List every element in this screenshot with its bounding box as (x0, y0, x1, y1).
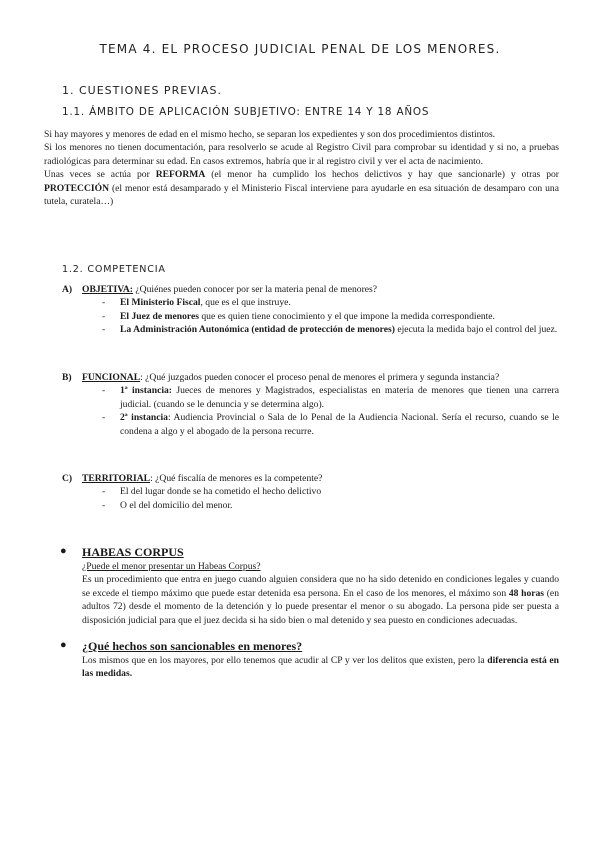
hechos-heading: ¿Qué hechos son sancionables en menores? (82, 639, 303, 653)
dash: - (102, 486, 106, 498)
dash: - (102, 385, 106, 397)
objetiva-heading: OBJETIVA: (82, 284, 134, 295)
reforma-term: REFORMA (155, 169, 206, 181)
hechos-text (82, 654, 559, 681)
proteccion-term: PROTECCIÓN (44, 182, 110, 194)
list-item-bold: El Juez de menores (120, 310, 199, 322)
section-heading-cuestiones-previas: 1. CUESTIONES PREVIAS. (62, 84, 222, 97)
item-label: B) (62, 372, 72, 383)
question-text: : ¿Qué fiscalía de menores es la competente? (150, 473, 323, 484)
dash: - (102, 412, 106, 424)
intro-block (44, 128, 559, 208)
list-item (102, 310, 559, 323)
item-label: A) (62, 284, 73, 295)
habeas-text (82, 573, 559, 627)
list-item-bold: 2ª instancia (120, 412, 168, 424)
objetiva-list (62, 296, 559, 336)
dash: - (102, 499, 106, 511)
list-item-bold: 1ª instancia: (120, 385, 172, 397)
habeas-48-horas: 48 horas (508, 587, 545, 599)
territorial-heading: TERRITORIAL (82, 473, 151, 484)
funcional-heading: FUNCIONAL (82, 372, 141, 383)
list-item-text: : Audiencia Provincial o Sala de lo Penal de la Audiencia Nacional. Sería el recurso, cuando se le condena a algo y el abogado de la persona recurre. (120, 412, 559, 437)
competencia-objetiva (62, 283, 559, 337)
habeas-text-part: (en adultos 72) desde el momento de la detención y lo puede presentar el menor o su abogado. La persona pide ser puesta a disposición judicial para que el juez decida si ha sido bien o mal detenido y sea puesto en condiciones adecuadas. (82, 587, 559, 626)
habeas-question: ¿Puede el menor presentar un Habeas Corpus? (82, 561, 261, 572)
list-item (102, 296, 559, 309)
list-item (102, 411, 559, 438)
territorial-question (82, 472, 559, 485)
list-item (102, 485, 559, 498)
habeas-corpus-section (60, 545, 559, 627)
hechos-text-part: Los mismos que en los mayores, por ello tenemos que acudir al CP y ver los delitos que existen, pero la (82, 655, 488, 666)
list-item-text: El del lugar donde se ha cometido el hecho delictivo (120, 486, 322, 498)
hechos-text-bold: diferencia está en las medidas. (82, 655, 560, 680)
dash: - (102, 310, 106, 322)
habeas-text-part: Es un procedimiento que entra en juego cuando alguien considera que no ha sido detenido en condiciones legales y cuando se excede el tiempo máximo que puede estar detenida esa persona. En el caso de los menores, el máximo son (82, 574, 559, 599)
intro-p3-text: (el menor ha cumplido los hechos delictivos y hay que sancionarle) y otras por (205, 169, 559, 181)
question-text: ¿Quiénes pueden conocer por ser la materia penal de menores? (133, 284, 378, 295)
funcional-list (62, 384, 559, 438)
hechos-sancionables-section (60, 639, 559, 681)
list-item-text: , que es el que instruye. (200, 297, 291, 309)
list-item-text: Jueces de menores y Magistrados, especialistas en materia de menores que tienen una carrera judicial. (cuando se le denuncia y se determina algo). (120, 385, 559, 410)
objetiva-question (82, 283, 559, 296)
item-label: C) (62, 473, 73, 484)
competencia-territorial (62, 472, 559, 512)
question-text: : ¿Qué juzgados pueden conocer el proceso penal de menores el primera y segunda instancia? (140, 372, 500, 383)
intro-paragraph-1: Si hay mayores y menores de edad en el mismo hecho, se separan los expedientes y son dos procedimientos distintos. (44, 129, 496, 140)
territorial-list (62, 485, 559, 512)
intro-paragraph-3 (44, 168, 559, 208)
competencia-funcional (62, 371, 559, 438)
list-item-text: O el del domicilio del menor. (120, 499, 233, 511)
list-item-text: que es quien tiene conocimiento y el que impone la medida correspondiente. (198, 310, 495, 322)
subsection-heading-competencia: 1.2. COMPETENCIA (62, 264, 166, 275)
subsection-heading-ambito: 1.1. ÁMBITO DE APLICACIÓN SUBJETIVO: ENTRE 14 Y 18 AÑOS (62, 106, 430, 118)
intro-p3-text: (el menor está desamparado y el Ministerio Fiscal interviene para ayudarle en esa situación de desamparo con una tutela, curatela…) (44, 182, 559, 208)
dash: - (102, 324, 106, 336)
habeas-heading: HABEAS CORPUS (82, 545, 184, 559)
bullet-icon: ● (60, 545, 67, 557)
list-item-text: ejecuta la medida bajo el control del juez. (394, 324, 558, 336)
list-item-bold: La Administración Autonómica (entidad de protección de menores) (120, 324, 395, 336)
list-item (102, 323, 559, 336)
intro-p3-text: Unas veces se actúa por (44, 169, 156, 181)
list-item-bold: El Ministerio Fiscal (120, 297, 201, 309)
funcional-question (82, 371, 559, 384)
list-item (102, 499, 559, 512)
list-item (102, 384, 559, 411)
bullet-icon: ● (60, 639, 67, 651)
intro-paragraph-2: Si los menores no tienen documentación, para resolverlo se acude al Registro Civil para comprobar su identidad y si no, a pruebas radiológicas para determinar su edad. En casos extremos, habría que ir al registro civil y ver el acta de nacimiento. (44, 142, 559, 167)
dash: - (102, 297, 106, 309)
page-title: TEMA 4. EL PROCESO JUDICIAL PENAL DE LOS MENORES. (99, 42, 501, 56)
